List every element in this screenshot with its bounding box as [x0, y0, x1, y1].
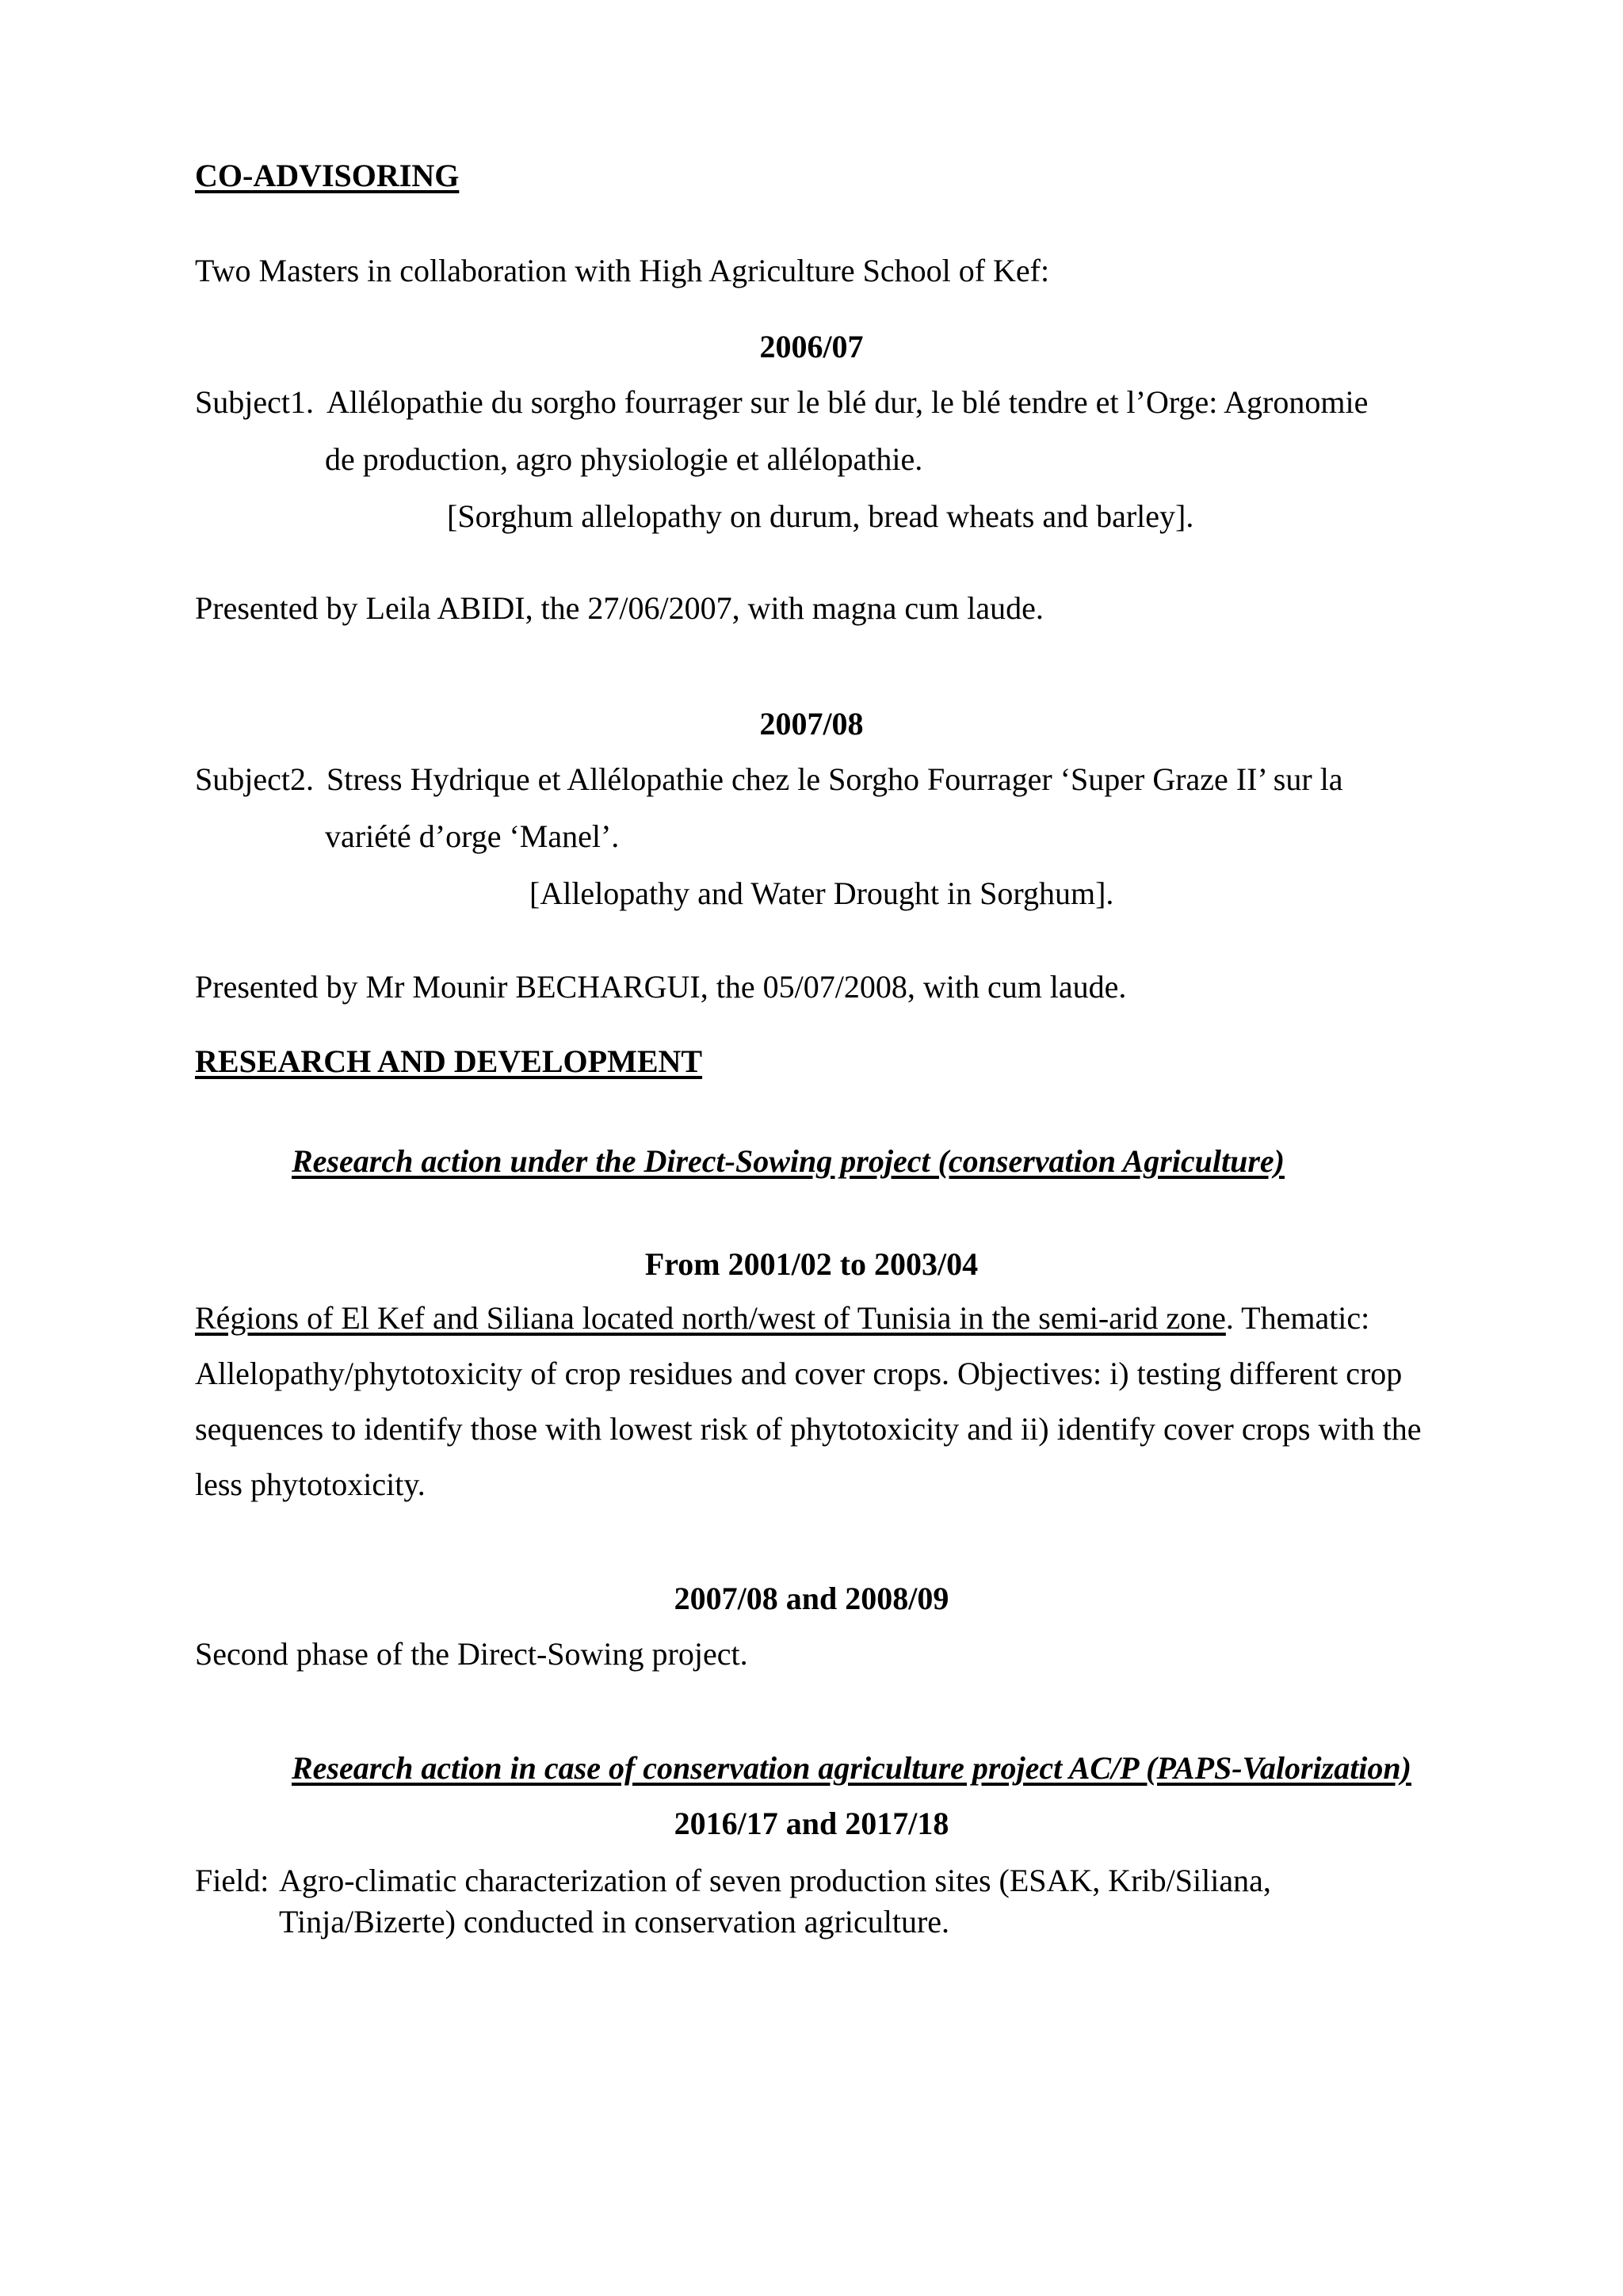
subject1-presented: Presented by Leila ABIDI, the 27/06/2007, with magna cum laude. [195, 590, 1044, 626]
subject1-title-line1: Allélopathie du sorgho fourrager sur le blé dur, le blé tendre et l’Orge: Agronomie [327, 384, 1369, 420]
research-action2-label: Field: [195, 1863, 269, 1898]
thematic-text: . Thematic: [1225, 1300, 1370, 1336]
subject1-title-line2: de production, agro physiologie et allélopathie. [325, 441, 923, 477]
subject1-label: Subject1. [195, 384, 314, 420]
research-action1-period2-years: 2007/08 and 2008/09 [674, 1581, 949, 1616]
subject2-title-line1: Stress Hydrique et Allélopathie chez le Sorgho Fourrager ‘Super Graze II’ sur la [327, 761, 1343, 797]
subject2-presented: Presented by Mr Mounir BECHARGUI, the 05/07/2008, with cum laude. [195, 969, 1127, 1005]
research-action1-period1-line2: Allelopathy/phytotoxicity of crop residues and cover crops. Objectives: i) testing different crop [195, 1356, 1403, 1391]
subject1-year: 2006/07 [759, 329, 864, 364]
research-heading: RESEARCH AND DEVELOPMENT [195, 1043, 703, 1079]
subject2-title-line2: variété d’orge ‘Manel’. [325, 818, 620, 854]
research-action2-years: 2016/17 and 2017/18 [674, 1806, 949, 1841]
region-text: Régions of El Kef and Siliana located north/west of Tunisia in the semi-arid zone [195, 1300, 1226, 1336]
subject1-translation: [Sorghum allelopathy on durum, bread wheats and barley]. [447, 498, 1194, 534]
research-action1-title: Research action under the Direct-Sowing project (conservation Agriculture) [292, 1143, 1285, 1179]
co-advisoring-intro: Two Masters in collaboration with High Agriculture School of Kef: [195, 253, 1050, 288]
subject2-year: 2007/08 [759, 706, 864, 742]
research-action1-period1-years: From 2001/02 to 2003/04 [644, 1246, 979, 1282]
subject2-translation: [Allelopathy and Water Drought in Sorghum]. [529, 875, 1114, 911]
research-action2-line2: Tinja/Bizerte) conducted in conservation agriculture. [279, 1904, 950, 1939]
research-action1-period1-line4: less phytotoxicity. [195, 1466, 426, 1502]
research-action1-period1-line3: sequences to identify those with lowest risk of phytotoxicity and ii) identify cover crops with the [195, 1411, 1422, 1447]
research-action2-line1: Agro-climatic characterization of seven production sites (ESAK, Krib/Siliana, [279, 1863, 1271, 1898]
co-advisoring-heading: CO-ADVISORING [195, 158, 460, 193]
subject2-label: Subject2. [195, 761, 314, 797]
research-action1-period2-text: Second phase of the Direct-Sowing project. [195, 1636, 748, 1672]
research-action1-period1-line1 [195, 1299, 1369, 1337]
research-action2-title: Research action in case of conservation agriculture project AC/P (PAPS-Valorization) [292, 1750, 1411, 1786]
